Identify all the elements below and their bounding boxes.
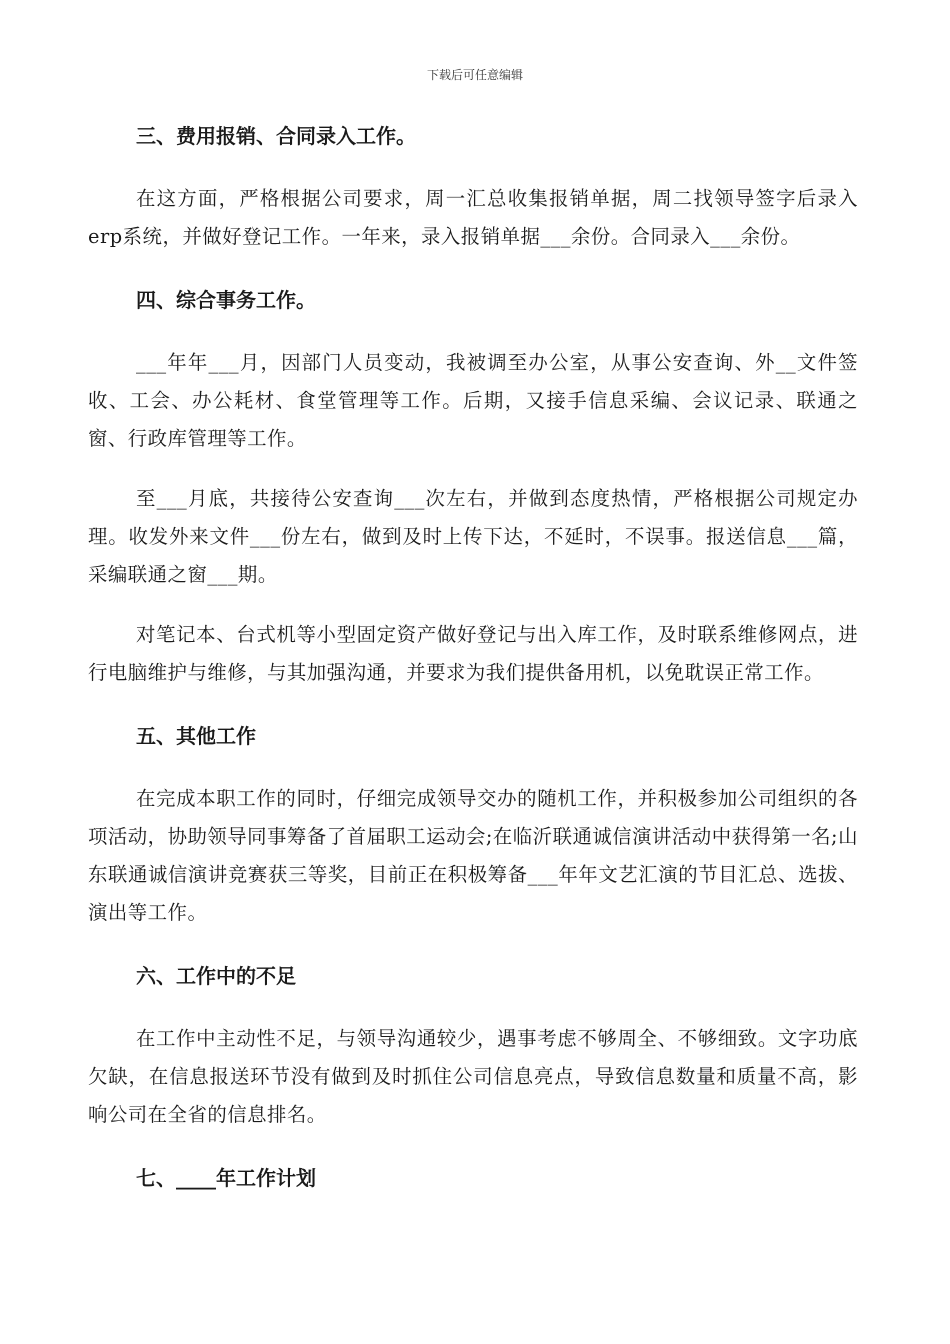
- section-heading-3: 三、费用报销、合同录入工作。: [136, 124, 416, 148]
- paragraph: 至___月底，共接待公安查询___次左右，并做到态度热情，严格根据公司规定办理。收发外来文件___份左右，做到及时上传下达，不延时，不误事。报送信息___篇，采编联通之窗___期。: [88, 487, 858, 586]
- section-heading-5: 五、其他工作: [136, 724, 256, 748]
- section-heading-7: 七、____年工作计划: [136, 1166, 316, 1190]
- paragraph: ___年年___月，因部门人员变动，我被调至办公室，从事公安查询、外__文件签收、工会、办公耗材、食堂管理等工作。后期，又接手信息采编、会议记录、联通之窗、行政库管理等工作。: [88, 351, 858, 450]
- paragraph: 在这方面，严格根据公司要求，周一汇总收集报销单据，周二找领导签字后录入erp系统，并做好登记工作。一年来，录入报销单据___余份。合同录入___余份。: [88, 187, 858, 248]
- section-heading-6: 六、工作中的不足: [136, 964, 296, 988]
- page-header-note: 下载后可任意编辑: [426, 68, 523, 82]
- paragraph: 在工作中主动性不足，与领导沟通较少，遇事考虑不够周全、不够细致。文字功底欠缺，在信息报送环节没有做到及时抓住公司信息亮点，导致信息数量和质量不高，影响公司在全省的信息排名。: [88, 1027, 858, 1126]
- paragraph: 在完成本职工作的同时，仔细完成领导交办的随机工作，并积极参加公司组织的各项活动，协助领导同事筹备了首届职工运动会;在临沂联通诚信演讲活动中获得第一名;山东联通诚信演讲竞赛获三等奖，目前正在积极筹备___年年文艺汇演的节目汇总、选拔、演出等工作。: [88, 787, 858, 924]
- document-body: [88, 118, 858, 1222]
- section-heading-4: 四、综合事务工作。: [136, 288, 316, 312]
- paragraph: 对笔记本、台式机等小型固定资产做好登记与出入库工作，及时联系维修网点，进行电脑维护与维修，与其加强沟通，并要求为我们提供备用机，以免耽误正常工作。: [88, 623, 858, 684]
